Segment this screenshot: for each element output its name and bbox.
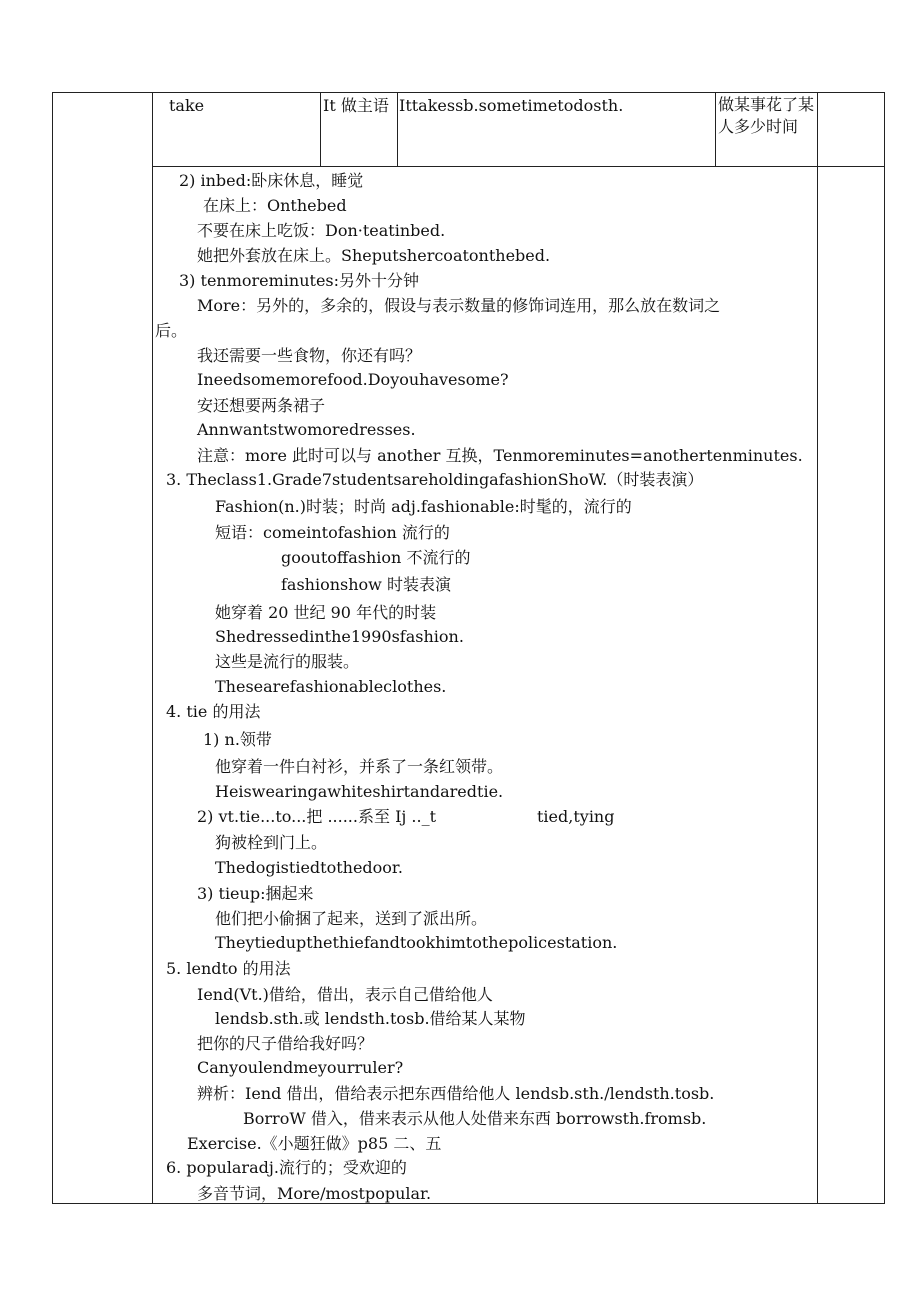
text-line: 注意：more 此时可以与 another 互换，Tenmoreminutes=anothertenminutes. bbox=[197, 446, 803, 465]
table-cell-grammar: It 做主语 bbox=[323, 96, 389, 115]
table-row-divider bbox=[152, 166, 885, 167]
text-line: 安还想要两条裙子 bbox=[197, 396, 326, 415]
text-line: 2) inbed:卧床休息，睡觉 bbox=[179, 171, 364, 190]
text-line: Ineedsomemorefood.Doyouhavesome? bbox=[197, 370, 509, 389]
text-line: 3) tenmoreminutes:另外十分钟 bbox=[179, 271, 420, 290]
text-line: 他穿着一件白衬衫，并系了一条红领带。 bbox=[215, 757, 504, 776]
table-right-border bbox=[884, 92, 885, 1204]
text-line: fashionshow 时装表演 bbox=[281, 575, 451, 594]
table-cell-meaning: 做某事花了某人多少时间 bbox=[718, 95, 815, 136]
text-line: Fashion(n.)时装；时尚 adj.fashionable:时髦的，流行的 bbox=[215, 497, 632, 516]
text-line: 我还需要一些食物，你还有吗？ bbox=[197, 346, 422, 365]
text-line: Iend(Vt.)借给，借出，表示自己借给他人 bbox=[197, 985, 493, 1004]
text-line: gooutoffashion 不流行的 bbox=[281, 548, 471, 567]
text-line: 辨析：Iend 借出，借给表示把东西借给他人 lendsb.sth./lendsth.tosb. bbox=[197, 1084, 715, 1103]
text-line: 不要在床上吃饭：Don·teatinbed. bbox=[197, 221, 446, 240]
text-line: Theytiedupthethiefandtookhimtothepolicestation. bbox=[215, 933, 618, 952]
text-line: 4. tie 的用法 bbox=[166, 702, 261, 721]
text-line: 把你的尺子借给我好吗？ bbox=[197, 1034, 374, 1053]
text-line: Canyoulendmeyourruler? bbox=[197, 1058, 404, 1077]
text-line: BorroW 借入，借来表示从他人处借来东西 borrowsth.fromsb. bbox=[243, 1109, 707, 1128]
text-line: 多音节词，More/mostpopular. bbox=[197, 1184, 432, 1203]
text-line: 他们把小偷捆了起来，送到了派出所。 bbox=[215, 909, 488, 928]
text-line: Thedogistiedtothedoor. bbox=[215, 858, 403, 877]
text-line: Exercise.《小题狂做》p85 二、五 bbox=[187, 1134, 442, 1153]
text-line: tied,tying bbox=[537, 807, 615, 826]
table-column-divider bbox=[817, 92, 818, 1204]
text-line: 后。 bbox=[155, 321, 188, 340]
text-line: 1) n.领带 bbox=[203, 730, 272, 749]
text-line: 2) vt.tie...to...把 ......系至 Ij .._t bbox=[197, 807, 437, 826]
text-line: 5. lendto 的用法 bbox=[166, 959, 291, 978]
table-inner-divider bbox=[715, 92, 716, 167]
table-cell-word: take bbox=[169, 96, 205, 115]
table-inner-divider bbox=[320, 92, 321, 167]
table-top-border bbox=[52, 92, 885, 93]
text-line: 3) tieup:捆起来 bbox=[197, 884, 314, 903]
text-line: 狗被栓到门上。 bbox=[215, 833, 328, 852]
text-line: Annwantstwomoredresses. bbox=[197, 420, 416, 439]
text-line: 3. Theclass1.Grade7studentsareholdingafashionShoW.（时装表演） bbox=[166, 470, 704, 489]
table-column-divider bbox=[152, 92, 153, 1204]
text-line: 短语：comeintofashion 流行的 bbox=[215, 523, 450, 542]
table-cell-pattern: Ittakessb.sometimetodosth. bbox=[399, 96, 624, 115]
text-line: Shedressedinthe1990sfashion. bbox=[215, 627, 464, 646]
table-left-border bbox=[52, 92, 53, 1204]
table-bottom-border bbox=[52, 1203, 885, 1204]
text-line: 她把外套放在床上。Sheputshercoatonthebed. bbox=[197, 246, 551, 265]
text-line: Thesearefashionableclothes. bbox=[215, 677, 447, 696]
text-line: 她穿着 20 世纪 90 年代的时装 bbox=[215, 603, 437, 622]
text-line: 6. popularadj.流行的；受欢迎的 bbox=[166, 1158, 407, 1177]
text-line: More：另外的，多余的，假设与表示数量的修饰词连用，那么放在数词之 bbox=[197, 296, 721, 315]
text-line: 这些是流行的服装。 bbox=[215, 652, 360, 671]
text-line: 在床上：Onthebed bbox=[203, 196, 347, 215]
table-inner-divider bbox=[397, 92, 398, 167]
text-line: lendsb.sth.或 lendsth.tosb.借给某人某物 bbox=[215, 1009, 526, 1028]
text-line: Heiswearingawhiteshirtandaredtie. bbox=[215, 782, 504, 801]
